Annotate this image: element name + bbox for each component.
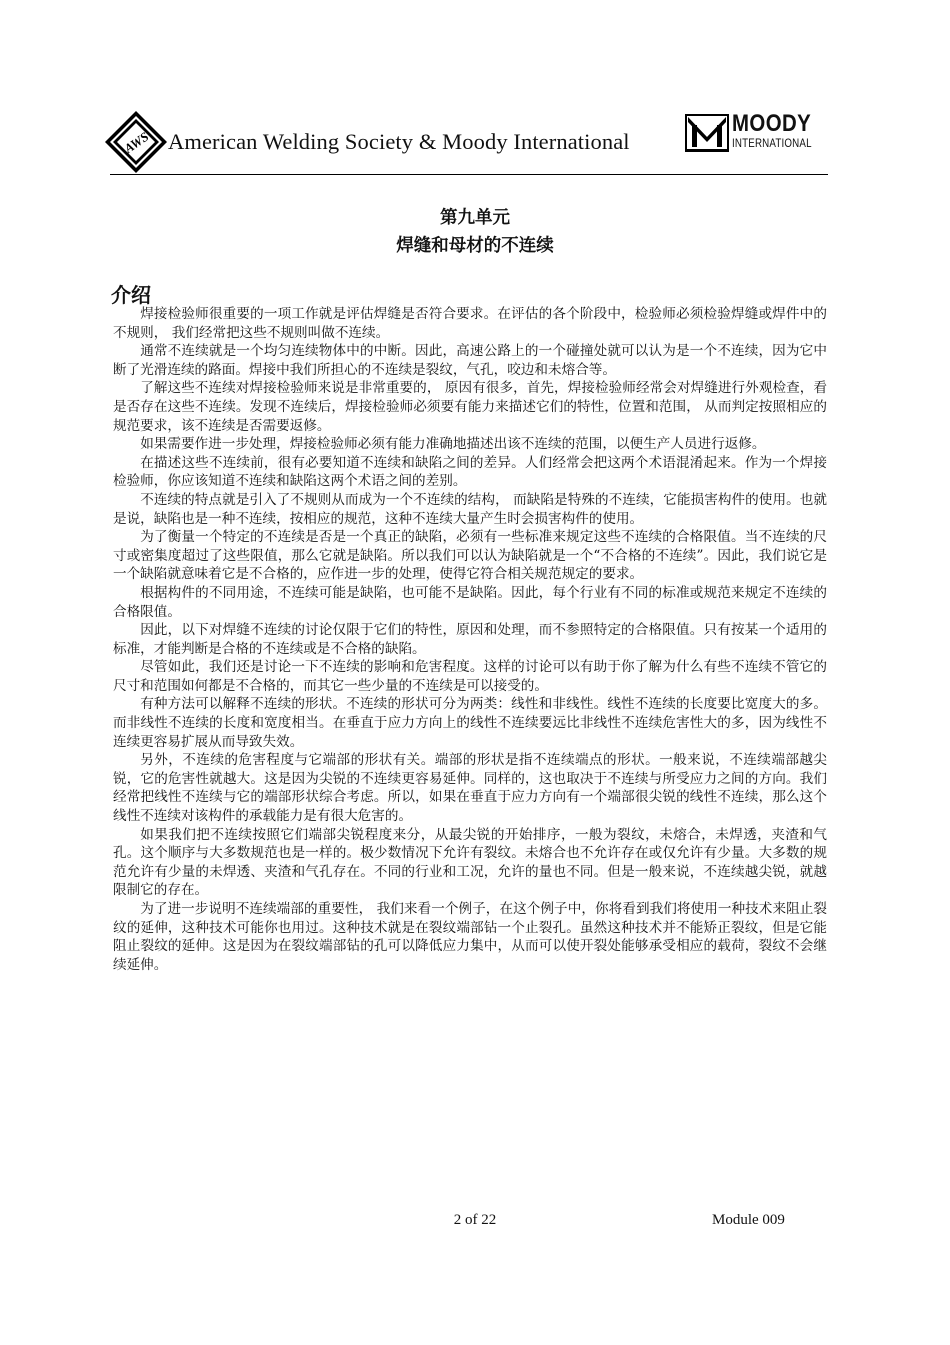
paragraph: 根据构件的不同用途，不连续可能是缺陷，也可能不是缺陷。因此，每个行业有不同的标准或规范来规定不连续的合格限值。 [113,584,827,620]
header-title: American Welding Society & Moody International [168,129,630,154]
paragraph: 了解这些不连续对焊接检验师来说是非常重要的， 原因有很多，首先，焊接检验师经常会对焊缝进行外观检查，看是否存在这些不连续。发现不连续后，焊接检验师必须要有能力来描述它们的特性，位置和范围， 从而判定按照相应的规范要求，该不连续是否需要返修。 [113,380,827,434]
body-text [113,305,827,974]
paragraph: 为了进一步说明不连续端部的重要性， 我们来看一个例子，在这个例子中，你将看到我们将使用一种技术来阻止裂纹的延伸，这种技术可能你也用过。这种技术就是在裂纹端部钻一个止裂孔。虽然这种技术并不能矫正裂纹，但是它能阻止裂纹的延伸。这是因为在裂纹端部钻的孔可以降低应力集中，从而可以使开裂处能够承受相应的载荷，裂纹不会继续延伸。 [113,901,827,973]
paragraph: 通常不连续就是一个均匀连续物体中的中断。因此，高速公路上的一个碰撞处就可以认为是一个不连续，因为它中断了光滑连续的路面。焊接中我们所担心的不连续是裂纹，气孔，咬边和未熔合等。 [113,343,827,378]
paragraph: 如果需要作进一步处理，焊接检验师必须有能力准确地描述出该不连续的范围，以便生产人员进行返修。 [140,436,766,453]
paragraph: 有种方法可以解释不连续的形状。不连续的形状可分为两类：线性和非线性。线性不连续的长度要比宽度大的多。而非线性不连续的长度和宽度相当。在垂直于应力方向上的线性不连续要远比非线性不连续危害性大的多，因为线性不连续更容易扩展从而导致失效。 [113,696,827,750]
paragraph: 尽管如此，我们还是讨论一下不连续的影响和危害程度。这样的讨论可以有助于你了解为什么有些不连续不管它的尺寸和范围如何都是不合格的，而其它一些少量的不连续是可以接受的。 [113,659,827,694]
paragraph: 焊接检验师很重要的一项工作就是评估焊缝是否符合要求。在评估的各个阶段中，检验师必须检验焊缝或焊件中的不规则， 我们经常把这些不规则叫做不连续。 [113,306,827,341]
paragraph: 如果我们把不连续按照它们端部尖锐程度来分，从最尖锐的开始排序，一般为裂纹，未熔合，未焊透，夹渣和气孔。这个顺序与大多数规范也是一样的。极少数情况下允许有裂纹。未熔合也不允许存在或仅允许有少量。大多数的规范允许有少量的未焊透、夹渣和气孔存在。不同的行业和工况，允许的量也不同。但是一般来说，不连续越尖锐，就越限制它的存在。 [113,826,827,899]
module-label: Module 009 [712,1212,785,1228]
paragraph: 因此，以下对焊缝不连续的讨论仅限于它们的特性，原因和处理，而不参照特定的合格限值。只有按某一个适用的标准，才能判断是合格的不连续或是不合格的缺陷。 [113,622,827,657]
aws-logo [104,110,168,174]
paragraph: 为了衡量一个特定的不连续是否是一个真正的缺陷，必须有一些标准来规定这些不连续的合格限值。当不连续的尺寸或密集度超过了这些限值，那么它就是缺陷。所以我们可以认为缺陷就是一个“不合格的不连续”。因此，我们说它是一个缺陷就意味着它是不合格的，应作进一步的处理，使得它符合相关规范规定的要求。 [113,529,827,583]
moody-logo-name: MOODY [732,110,812,137]
section-heading: 介绍 [111,283,151,307]
paragraph: 不连续的特点就是引入了不规则从而成为一个不连续的结构， 而缺陷是特殊的不连续，它能损害构件的使用。也就是说，缺陷也是一种不连续，按相应的规范，这种不连续大量产生时会损害构件的使用。 [113,491,827,527]
unit-title: 焊缝和母材的不连续 [396,236,554,256]
paragraph: 另外，不连续的危害程度与它端部的形状有关。端部的形状是指不连续端点的形状。一般来说，不连续端部越尖锐，它的危害性就越大。这是因为尖锐的不连续更容易延伸。同样的，这也取决于不连续与所受应力之间的方向。我们经常把线性不连续与它的端部形状综合考虑。所以，如果在垂直于应力方向有一个端部很尖锐的线性不连续，那么这个线性不连续对该构件的承载能力是有很大危害的。 [113,752,827,825]
moody-logo-subtitle: INTERNATIONAL [732,138,812,150]
unit-number: 第九单元 [440,208,510,228]
aws-logo-text: AWS [121,128,152,157]
header-divider [110,174,828,175]
page-header [104,110,828,174]
paragraph: 在描述这些不连续前，很有必要知道不连续和缺陷之间的差异。人们经常会把这两个术语混淆起来。作为一个焊接检验师，你应该知道不连续和缺陷这两个术语之间的差别。 [113,454,827,490]
page-number: 2 of 22 [453,1212,497,1228]
